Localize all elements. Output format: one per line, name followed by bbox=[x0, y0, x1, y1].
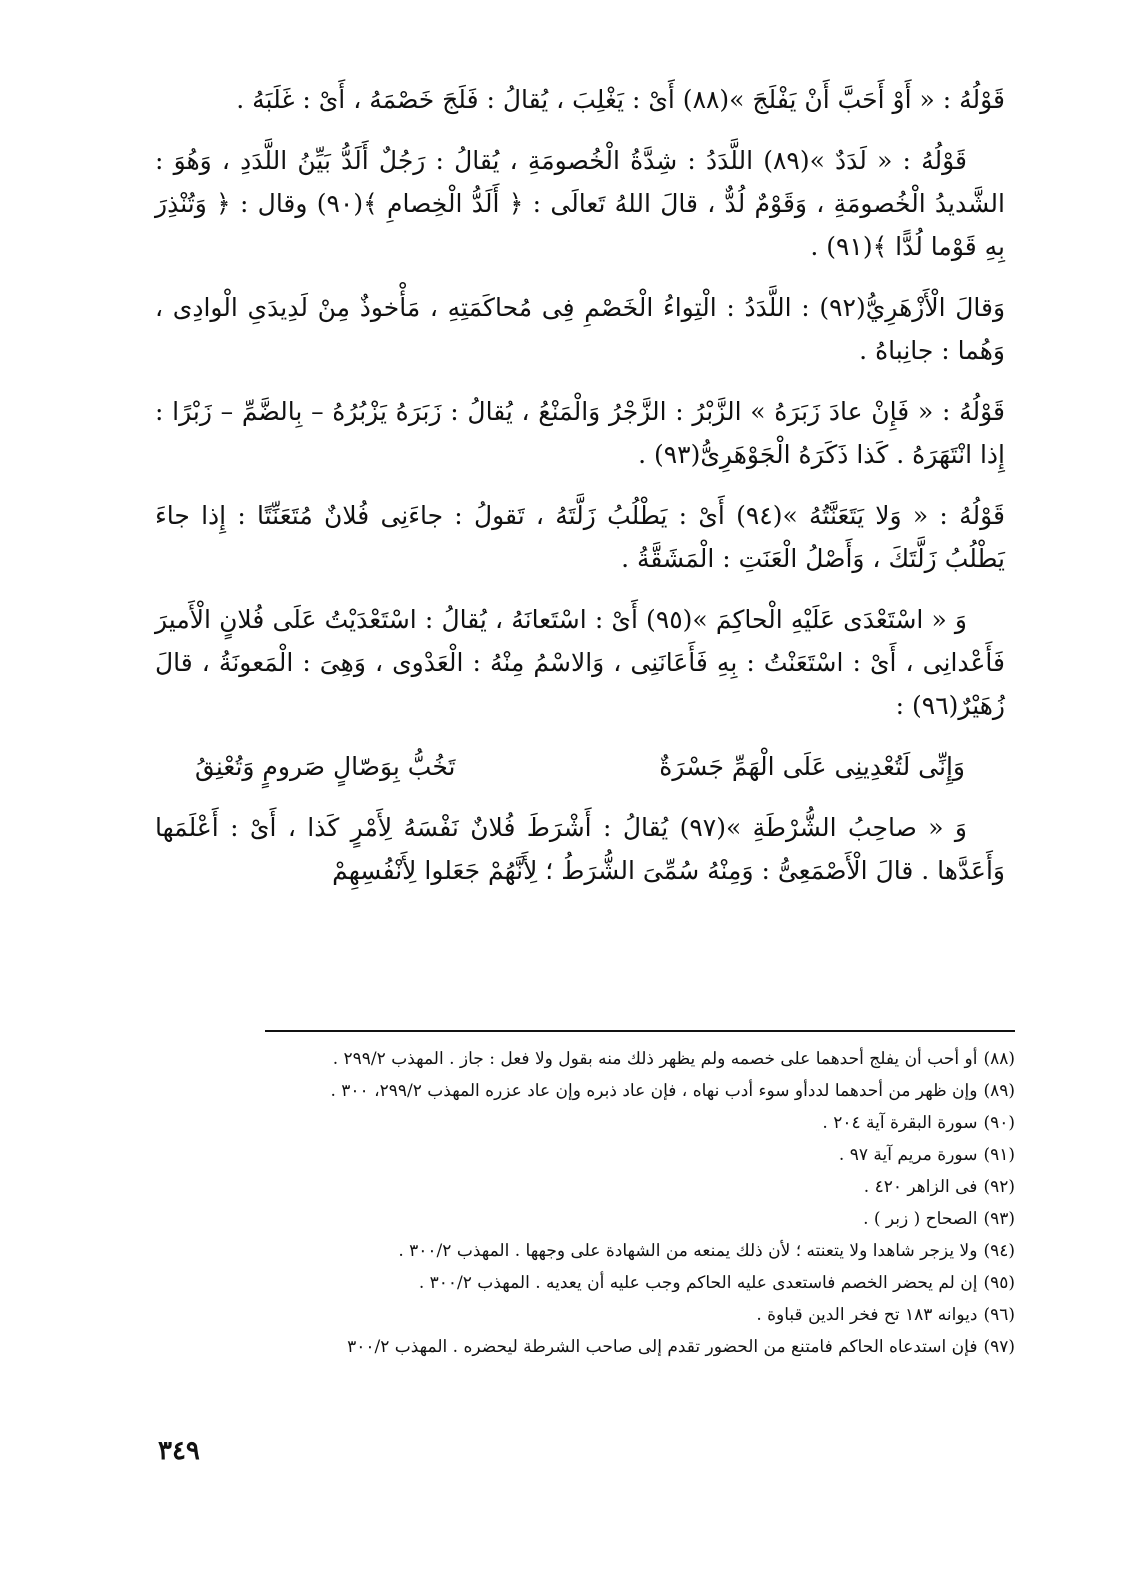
footnote-number: (٩٦) bbox=[983, 1305, 1015, 1325]
footnote bbox=[155, 1043, 1015, 1075]
footnote-number: (٩٥) bbox=[983, 1273, 1015, 1293]
footnote-text: فإن استدعاه الحاكم فامتنع من الحضور تقدم إلى صاحب الشرطة ليحضره . المهذب ٣٠٠/٢ bbox=[347, 1337, 978, 1357]
footnote-number: (٩٧) bbox=[983, 1337, 1015, 1357]
paragraph: قَوْلُهُ : « لَدَدٌ »(٨٩) اللَّدَدُ : شِدَّةُ الْخُصومَةِ ، يُقالُ : رَجُلٌ أَلَدُّ بَيِّنُ اللَّدَدِ ، وَهُوَ : الشَّديدُ الْخُصومَةِ ، وَقَوْمٌ لُدٌّ ، قالَ اللهُ تَعالَى : ﴿ أَلَدُّ الْخِصامِ ﴾(٩٠) وقال : ﴿ وَتُنْذِرَ بِهِ قَوْما لُدًّا ﴾(٩١) . bbox=[155, 146, 1005, 261]
footnote-text: وإن ظهر من أحدهما لددأو سوء أدب نهاه ، فإن عاد ذبره وإن عاد عزره المهذب ٢٩٩/٢، ٣٠٠ . bbox=[330, 1081, 978, 1101]
footnote-text: سورة مريم آية ٩٧ . bbox=[838, 1145, 978, 1165]
main-text bbox=[155, 78, 1005, 910]
footnotes bbox=[155, 1043, 1015, 1363]
footnote bbox=[155, 1235, 1015, 1267]
verse-first-hemistich: وَإِنِّى لَتُعْدِينِى عَلَى الْهَمِّ جَسْرَةٌ bbox=[659, 752, 965, 781]
footnote-number: (٩٣) bbox=[983, 1209, 1015, 1229]
footnote-separator bbox=[265, 1030, 1015, 1032]
footnote-text: سورة البقرة آية ٢٠٤ . bbox=[822, 1113, 978, 1133]
footnote-text: إن لم يحضر الخصم فاستعدى عليه الحاكم وجب عليه أن يعديه . المهذب ٣٠٠/٢ . bbox=[418, 1273, 978, 1293]
footnote bbox=[155, 1075, 1015, 1107]
paragraph: قَوْلُهُ : « وَلا يَتَعَنَّتُهُ »(٩٤) أَىْ : يَطْلُبُ زَلَّتَهُ ، تَقولُ : جاءَنِى فُلانٌ مُتَعَنِّتًا : إِذا جاءَ يَطْلُبُ زَلَّتَكَ ، وَأَصْلُ الْعَنَتِ : الْمَشَقَّةُ . bbox=[155, 501, 1005, 573]
footnote-text: ديوانه ١٨٣ تح فخر الدين قباوة . bbox=[756, 1305, 978, 1325]
footnote bbox=[155, 1203, 1015, 1235]
footnote bbox=[155, 1139, 1015, 1171]
footnote-number: (٨٩) bbox=[983, 1081, 1015, 1101]
footnote-number: (٨٨) bbox=[983, 1049, 1015, 1069]
footnote bbox=[155, 1331, 1015, 1363]
footnote-text: فى الزاهر ٤٢٠ . bbox=[863, 1177, 978, 1197]
footnote bbox=[155, 1171, 1015, 1203]
footnote bbox=[155, 1107, 1015, 1139]
footnote-number: (٩٢) bbox=[983, 1177, 1015, 1197]
footnote-text: أو أحب أن يفلج أحدهما على خصمه ولم يظهر ذلك منه بقول ولا فعل : جاز . المهذب ٢٩٩/٢ . bbox=[332, 1049, 978, 1069]
poetry-verse bbox=[155, 745, 1005, 788]
footnote bbox=[155, 1267, 1015, 1299]
verse-second-hemistich: تَخُبُّ بِوَصّالٍ صَرومٍ وَتُعْنِقُ bbox=[195, 752, 456, 781]
paragraph: وَقالَ الْأَزْهَرِيُّ(٩٢) : اللَّدَدُ : الْتِواءُ الْخَصْمِ فِى مُحاكَمَتِهِ ، مَأْخوذٌ مِنْ لَدِيدَىِ الْوادِى ، وَهُما : جانِباهُ . bbox=[155, 293, 1006, 365]
footnote-number: (٩٤) bbox=[983, 1241, 1015, 1261]
page-number: ٣٤٩ bbox=[158, 1436, 200, 1466]
paragraph: قَوْلُهُ : « أَوْ أَحَبَّ أَنْ يَفْلَجَ »(٨٨) أَىْ : يَغْلِبَ ، يُقالُ : فَلَجَ خَصْمَهُ ، أَىْ : غَلَبَهُ . bbox=[236, 85, 1005, 114]
paragraph: وَ « اسْتَعْدَى عَلَيْهِ الْحاكِمَ »(٩٥) أَىْ : اسْتَعانَهُ ، يُقالُ : اسْتَعْدَيْتُ عَلَى فُلانٍ الْأَميرَ فَأَعْدانِى ، أَىْ : اسْتَعَنْتُ : بِهِ فَأَعَانَنِى ، وَالاسْمُ مِنْهُ : الْعَدْوى ، وَهِىَ : الْمَعونَةُ ، قالَ زُهَيْرٌ(٩٦) : bbox=[155, 605, 1005, 720]
footnote-number: (٩٠) bbox=[983, 1113, 1015, 1133]
footnote-text: ولا يزجر شاهدا ولا يتعنته ؛ لأن ذلك يمنعه من الشهادة على وجهها . المهذب ٣٠٠/٢ . bbox=[398, 1241, 978, 1261]
footnote-number: (٩١) bbox=[983, 1145, 1015, 1165]
paragraph: قَوْلُهُ : « فَإِنْ عادَ زَبَرَهُ » الزَّبْرُ : الزَّجْرُ وَالْمَنْعُ ، يُقالُ : زَبَرَهُ يَزْبُرُهُ – بِالضَّمِّ – زَبْرًا : إِذا انْتَهَرَهُ . كَذا ذَكَرَهُ الْجَوْهَرِىُّ(٩٣) . bbox=[155, 397, 1005, 469]
footnote bbox=[155, 1299, 1015, 1331]
paragraph: وَ « صاحِبُ الشُّرْطَةِ »(٩٧) يُقالُ : أَشْرَطَ فُلانٌ نَفْسَهُ لِأَمْرٍ كَذا ، أَىْ : أَعْلَمَها وَأَعَدَّها . قالَ الْأَصْمَعِىُّ : وَمِنْهُ سُمِّىَ الشُّرَطُ ؛ لِأَنَّهُمْ جَعَلوا لِأَنْفُسِهِمْ bbox=[155, 813, 1005, 885]
footnote-text: الصحاح ( زبر ) . bbox=[863, 1209, 978, 1229]
